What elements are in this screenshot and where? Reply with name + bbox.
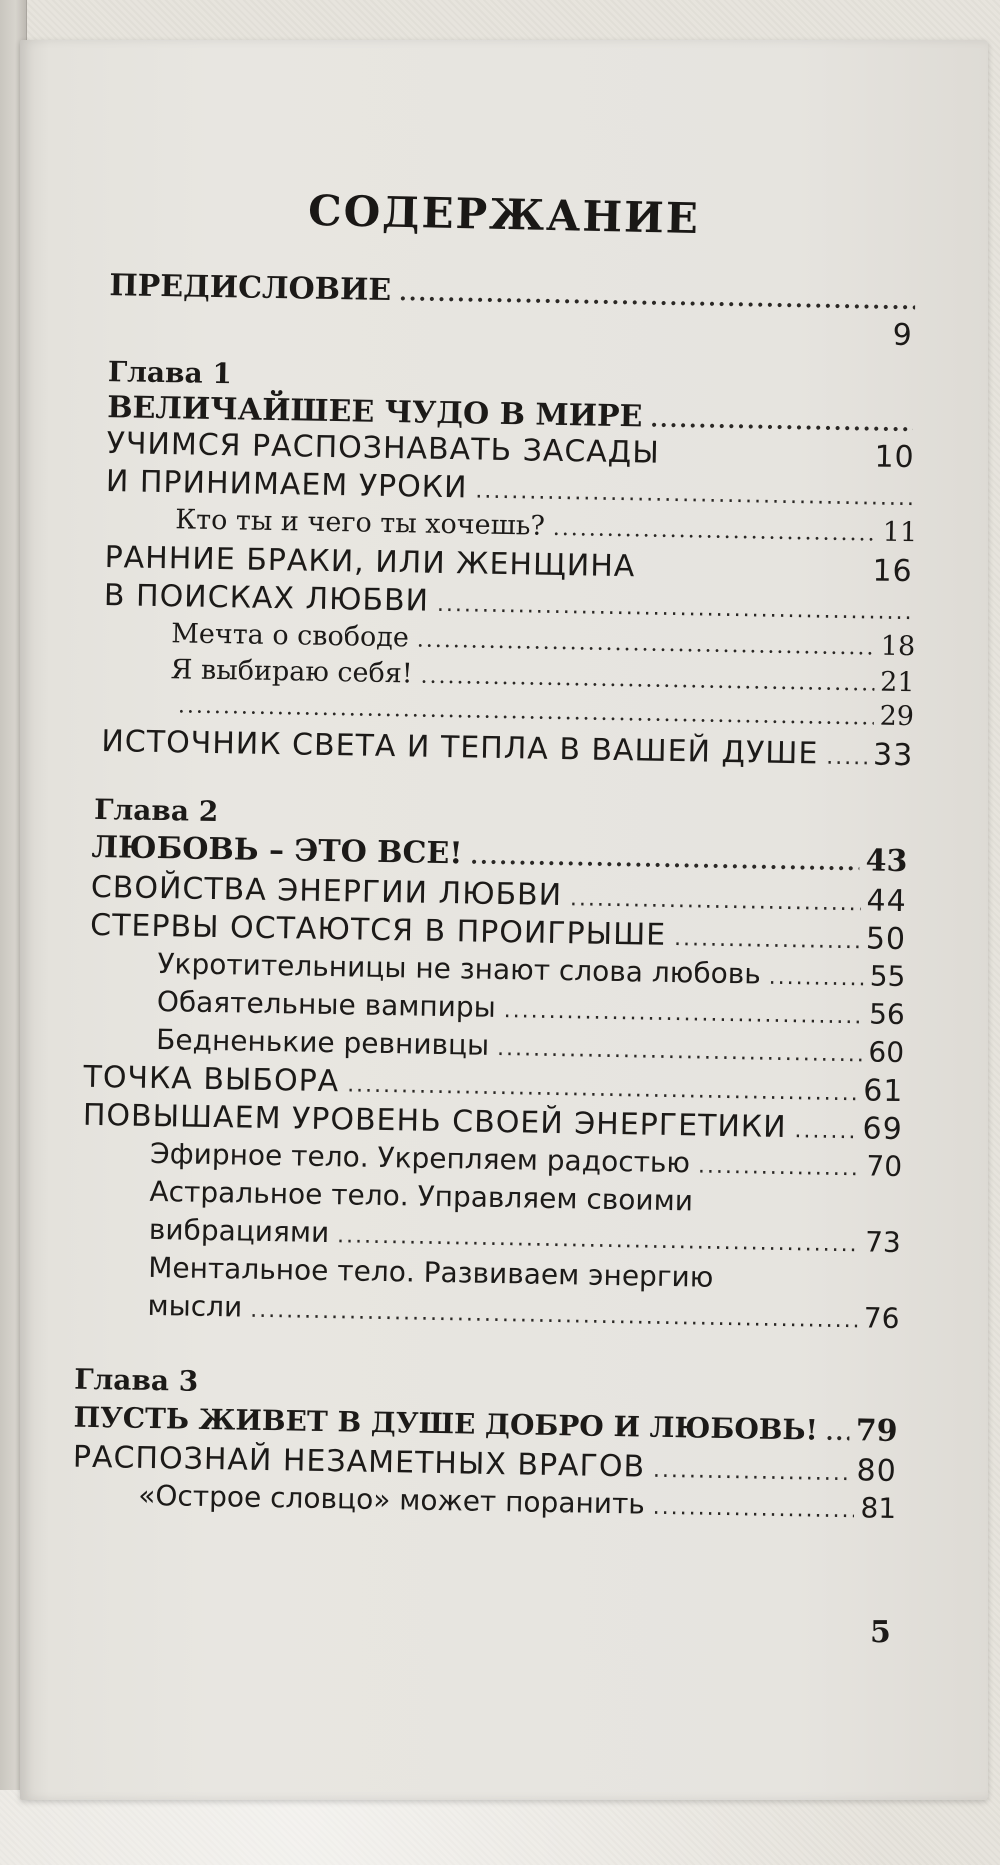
toc-entry-chapter-heading	[73, 1400, 898, 1450]
dot-leader	[650, 409, 913, 436]
dot-leader	[420, 666, 874, 696]
toc-entry-text: В ПОИСКАХ ЛЮБВИ	[103, 578, 430, 619]
toc-entry-page: 10	[874, 439, 915, 476]
toc-entry-page: 60	[868, 1035, 905, 1070]
toc-entry-page: 9	[892, 317, 914, 354]
dot-leader	[794, 1120, 856, 1143]
dot-leader	[653, 1497, 855, 1523]
dot-leader	[497, 1038, 863, 1066]
dot-leader	[698, 1155, 861, 1180]
toc-entry-text: ЛЮБОВЬ – ЭТО ВСЕ!	[91, 829, 463, 872]
dot-leader	[570, 888, 861, 915]
table-of-contents	[5, 32, 1000, 1809]
dot-leader	[553, 518, 877, 546]
dot-leader	[769, 967, 864, 991]
toc-entry-subsection	[170, 690, 915, 733]
dot-leader	[178, 695, 874, 729]
toc-entry-page: 55	[869, 959, 906, 994]
page-number: 5	[870, 1615, 891, 1650]
book-page	[20, 40, 988, 1800]
toc-entry-subsection	[157, 947, 906, 994]
toc-entry-page: 16	[872, 553, 913, 590]
dot-leader	[399, 282, 915, 313]
toc-entry-preface	[109, 268, 921, 315]
toc-entry-page: 50	[865, 921, 907, 958]
toc-entry-page: 44	[866, 883, 908, 920]
toc-entry-text: И ПРИНИМАЕМ УРОКИ	[105, 464, 468, 506]
toc-entry-page: 81	[860, 1491, 897, 1525]
dot-leader	[470, 845, 860, 874]
toc-entry-page: 79	[855, 1413, 898, 1450]
dot-leader	[504, 1000, 864, 1028]
toc-entry-page: 11	[882, 516, 918, 549]
toc-entry-chapter-heading	[91, 829, 908, 880]
toc-entry-page: 73	[864, 1225, 902, 1260]
toc-entry-text: ИСТОЧНИК СВЕТА И ТЕПЛА В ВАШЕЙ ДУШЕ	[101, 724, 819, 772]
dot-leader	[674, 928, 860, 953]
toc-entry-subsection	[171, 618, 916, 663]
toc-entry-text: ВЕЛИЧАЙШЕЕ ЧУДО В МИРЕ	[106, 390, 643, 435]
chapter-label: Глава 2	[93, 792, 219, 829]
toc-entry-text: ПРЕДИСЛОВИЕ	[109, 268, 392, 308]
toc-entry-text: Я выбираю себя!	[170, 654, 413, 690]
toc-entry-section	[101, 724, 914, 774]
toc-entry-subsection	[170, 654, 915, 699]
toc-entry-page: 61	[862, 1073, 904, 1110]
toc-entry-text: Кто ты и чего ты хочешь?	[175, 504, 546, 542]
toc-entry-page: 56	[868, 997, 906, 1032]
toc-entry-subsection	[155, 1023, 905, 1070]
dot-leader	[337, 1225, 859, 1256]
toc-entry-text: Эфирное тело. Укрепляем радостью	[149, 1136, 691, 1180]
toc-entry-page: 69	[862, 1111, 904, 1148]
toc-entry-subsection	[149, 1136, 903, 1184]
toc-entry-page: 29	[879, 700, 915, 733]
toc-entry-page: 18	[880, 630, 916, 663]
dot-leader	[417, 630, 875, 660]
toc-entry-text: Мечта о свободе	[171, 618, 410, 654]
toc-entry-text: Обаятельные вампиры	[156, 985, 497, 1024]
dot-leader	[250, 1300, 858, 1333]
toc-entry-subsection	[148, 1212, 902, 1260]
toc-entry-page: 21	[879, 666, 915, 699]
toc-entry-page: 80	[856, 1453, 898, 1490]
dot-leader	[475, 481, 912, 511]
dot-leader	[437, 594, 910, 624]
toc-entry-text: Астральное тело. Управляем своими	[149, 1174, 694, 1218]
toc-entry-text: «Острое словцо» может поранить	[137, 1478, 646, 1521]
toc-entry-page: 43	[865, 843, 908, 880]
toc-entry-text: ПУСТЬ ЖИВЕТ В ДУШЕ ДОБРО И ЛЮБОВЬ!	[73, 1400, 819, 1447]
toc-entry-text: ТОЧКА ВЫБОРА	[83, 1059, 340, 1100]
toc-entry-text: УЧИМСЯ РАСПОЗНАВАТЬ ЗАСАДЫ	[106, 426, 661, 471]
toc-entry-page: 33	[872, 737, 914, 774]
dot-leader	[653, 1460, 851, 1485]
toc-entry-text: РАННИЕ БРАКИ, ИЛИ ЖЕНЩИНА	[104, 540, 636, 585]
dot-leader	[347, 1074, 857, 1105]
toc-entry-subsection	[147, 1288, 900, 1336]
toc-entry-text: Бедненькие ревнивцы	[155, 1023, 490, 1062]
toc-entry-text: вибрациями	[148, 1212, 330, 1250]
toc-entry-text: Ментальное тело. Развиваем энергию	[147, 1250, 714, 1294]
toc-entry-text: СВОЙСТВА ЭНЕРГИИ ЛЮБВИ	[90, 869, 563, 914]
toc-entry-page: 70	[866, 1149, 903, 1184]
toc-entry-text: СТЕРВЫ ОСТАЮТСЯ В ПРОИГРЫШЕ	[89, 907, 667, 953]
toc-entry-text: мысли	[147, 1288, 243, 1324]
toc-entry-page: 76	[863, 1301, 900, 1336]
dot-leader	[826, 747, 867, 770]
page-title: СОДЕРЖАНИЕ	[307, 185, 701, 244]
toc-entry-text: РАСПОЗНАЙ НЕЗАМЕТНЫХ ВРАГОВ	[72, 1439, 646, 1485]
dot-leader	[826, 1422, 850, 1444]
toc-entry-text: Укротительницы не знают слова любовь	[157, 947, 762, 991]
toc-entry-text: ПОВЫШАЕМ УРОВЕНЬ СВОЕЙ ЭНЕРГЕТИКИ	[82, 1097, 787, 1146]
toc-entry-subsection	[137, 1478, 897, 1525]
chapter-label: Глава 1	[107, 355, 233, 391]
toc-entry-subsection	[156, 985, 906, 1032]
chapter-label: Глава 3	[73, 1362, 199, 1398]
toc-entry-subsection	[175, 504, 918, 549]
